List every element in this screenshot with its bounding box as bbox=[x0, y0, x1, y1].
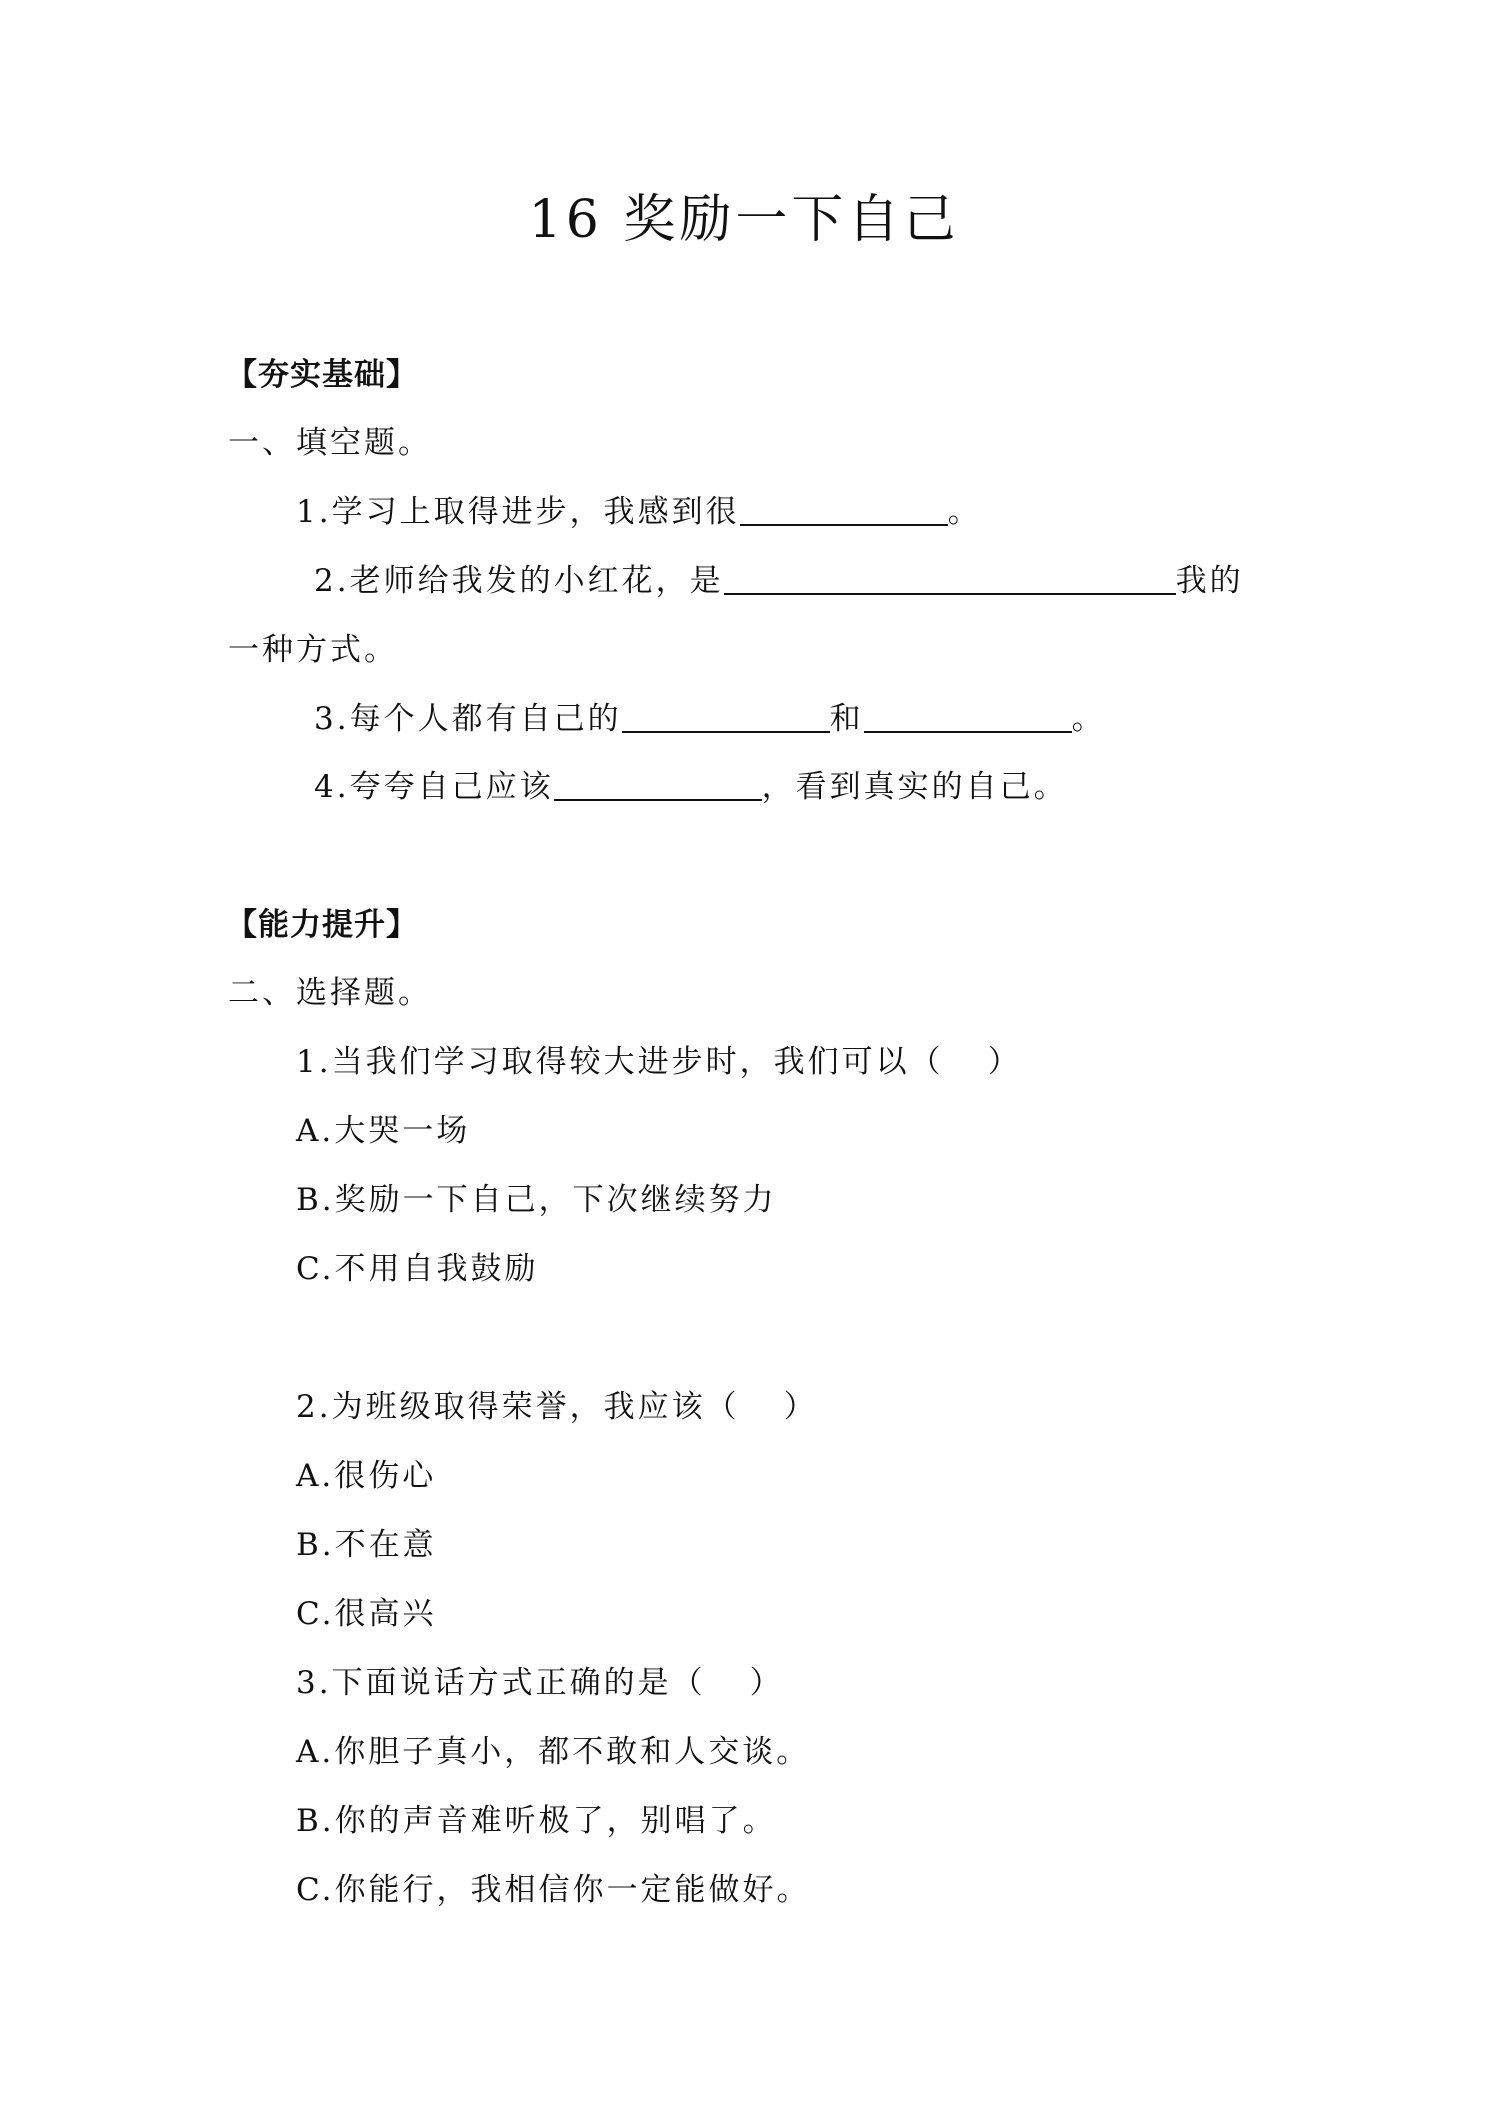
q1-text: 1.学习上取得进步，我感到很 bbox=[296, 494, 740, 530]
q1-answer-blank[interactable] bbox=[740, 494, 948, 526]
cq1-option-c: C.不用自我鼓励 bbox=[296, 1251, 539, 1287]
cq1-option-a: A.大哭一场 bbox=[296, 1113, 471, 1149]
q3-end: 。 bbox=[1071, 701, 1106, 737]
part2-heading: 二、选择题。 bbox=[228, 975, 432, 1011]
choice-question-3 bbox=[296, 1663, 784, 1703]
page-title: 16 奖励一下自己 bbox=[528, 190, 960, 250]
q2-continuation: 一种方式。 bbox=[228, 632, 398, 668]
q2-text: 2.老师给我发的小红花，是 bbox=[314, 563, 724, 599]
q3-mid: 和 bbox=[829, 701, 864, 737]
cq3-option-b: B.你的声音难听极了，别唱了。 bbox=[296, 1803, 777, 1839]
q3-answer-blank-1[interactable] bbox=[622, 701, 830, 733]
cq1-option-b: B.奖励一下自己，下次继续努力 bbox=[296, 1182, 777, 1218]
q1-end: 。 bbox=[947, 494, 982, 530]
q2-end: 我的 bbox=[1175, 563, 1244, 599]
cq3-option-a: A.你胆子真小，都不敢和人交谈。 bbox=[296, 1734, 811, 1770]
cq2-option-c: C.很高兴 bbox=[296, 1596, 437, 1632]
q4-answer-blank[interactable] bbox=[554, 769, 762, 801]
part1-heading: 一、填空题。 bbox=[228, 425, 432, 461]
section-basic-heading: 【夯实基础】 bbox=[226, 357, 418, 393]
fill-question-4 bbox=[314, 767, 1068, 807]
q2-answer-blank[interactable] bbox=[724, 563, 1176, 595]
cq3-stem: 3.下面说话方式正确的是（ bbox=[296, 1665, 706, 1701]
cq1-stem: 1.当我们学习取得较大进步时，我们可以（ bbox=[296, 1044, 944, 1080]
cq2-option-a: A.很伤心 bbox=[296, 1458, 437, 1494]
q4-text: 4.夸夸自己应该 bbox=[314, 769, 554, 805]
choice-question-2 bbox=[296, 1387, 818, 1427]
fill-question-3 bbox=[314, 699, 1106, 739]
cq3-close: ） bbox=[749, 1665, 784, 1701]
q3-answer-blank-2[interactable] bbox=[864, 701, 1072, 733]
fill-question-1 bbox=[296, 492, 982, 532]
fill-question-2 bbox=[314, 561, 1244, 601]
cq2-close: ） bbox=[783, 1389, 818, 1425]
choice-question-1 bbox=[296, 1042, 1022, 1082]
cq2-option-b: B.不在意 bbox=[296, 1527, 437, 1563]
cq3-option-c: C.你能行，我相信你一定能做好。 bbox=[296, 1872, 811, 1908]
cq1-close: ） bbox=[987, 1044, 1022, 1080]
q3-text: 3.每个人都有自己的 bbox=[314, 701, 622, 737]
q4-end: ，看到真实的自己。 bbox=[761, 769, 1068, 805]
section-ability-heading: 【能力提升】 bbox=[226, 907, 418, 943]
cq2-stem: 2.为班级取得荣誉，我应该（ bbox=[296, 1389, 740, 1425]
